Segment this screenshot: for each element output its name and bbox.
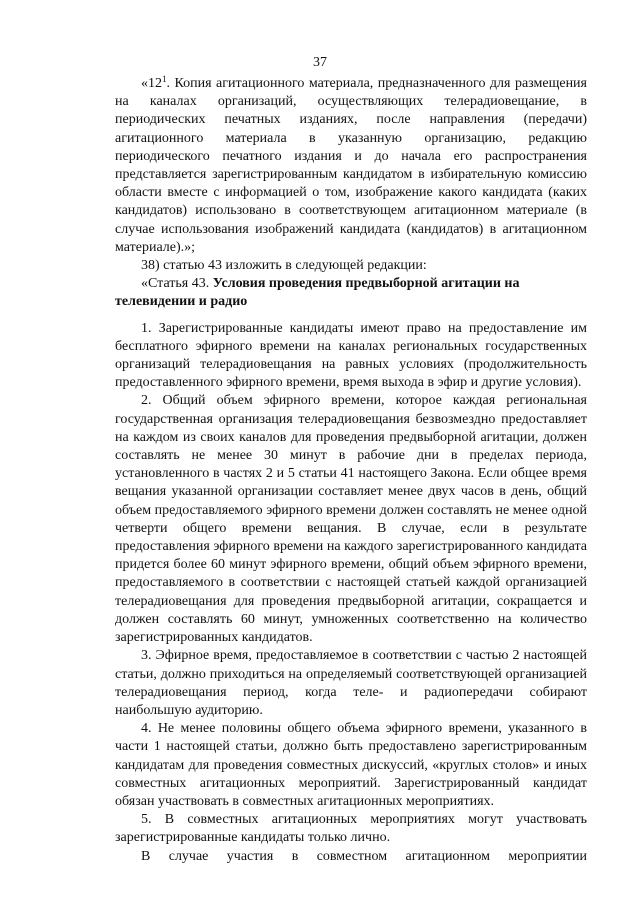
- superscript-1: 1: [162, 74, 167, 84]
- paragraph-part-2: 2. Общий объем эфирного времени, которое каждая региональная государственная организация телерадиовещания безвозмездно предоставляет на каждом из своих каналов для проведения предвыборной агитации, должен составлять не менее 30 минут в рабочие дни в пределах периода, установленного в частях 2 и 5 статьи 41 настоящего Закона. Если общее время вещания указанной организации составляет менее двух часов в день, общий объем предоставляемого эфирного времени должен составлять не менее одной четверти общего времени вещания. В случае, если в результате предоставления эфирного времени на каждого зарегистрированного кандидата придется более 60 минут эфирного времени, общий объем эфирного времени, предоставляемого в соответствии с настоящей статьей каждой организацией телерадиовещания для проведения предвыборной агитации, сокращается и должен составлять 60 минут, умноженных соответственно на количество зарегистрированных кандидатов.: [115, 393, 587, 646]
- article-12-prefix: «12: [141, 76, 162, 91]
- article-43-heading: [115, 275, 587, 311]
- paragraph-item-38: 38) статью 43 изложить в следующей редакции:: [141, 258, 427, 274]
- paragraph-article-12-1: [115, 75, 587, 257]
- paragraph-part-5: 5. В совместных агитационных мероприятиях могут участвовать зарегистрированные кандидаты только лично.: [115, 812, 587, 846]
- paragraph-part-1: 1. Зарегистрированные кандидаты имеют право на предоставление им бесплатного эфирного времени на каналах региональных государственных организаций телерадиовещания на равных условиях (продолжительность предоставленного эфирного времени, время выхода в эфир и другие условия).: [115, 320, 587, 391]
- paragraph-part-4: 4. Не менее половины общего объема эфирного времени, указанного в части 1 настоящей статьи, должно быть предоставлено зарегистрированным кандидатам для проведения совместных дискуссий, «круглых столов» и иных совместных агитационных мероприятий. Зарегистрированный кандидат обязан участвовать в совместных агитационных мероприятиях.: [115, 721, 587, 809]
- article-43-prefix: «Статья 43.: [141, 276, 213, 292]
- document-body: [115, 75, 587, 866]
- paragraph-part-3: 3. Эфирное время, предоставляемое в соответствии с частью 2 настоящей статьи, должно приходиться на определяемый соответствующей организацией телерадиовещания период, когда теле- и радиопередачи собирают наибольшую аудиторию.: [115, 648, 587, 718]
- article-12-text: . Копия агитационного материала, предназначенного для размещения на каналах организаций, осуществляющих телерадиовещание, в периодических печатных изданиях, после направления (передачи) агитационного материала в указанную организацию, редакцию периодического печатного издания и до начала его распространения представляется зарегистрированным кандидатом в избирательную комиссию области вместе с информацией о том, изображение какого кандидата (каких кандидатов) использовано в соответствующем агитационном материале (в случае использования изображений кандидата (кандидатов) в агитационном материале).»;: [115, 76, 587, 255]
- article-43-title: Условия проведения предвыборной агитации на телевидении и радио: [115, 276, 520, 310]
- paragraph-part-5-continued: В случае участия в совместном агитационном мероприятии: [141, 848, 587, 864]
- page-number: 37: [313, 55, 327, 70]
